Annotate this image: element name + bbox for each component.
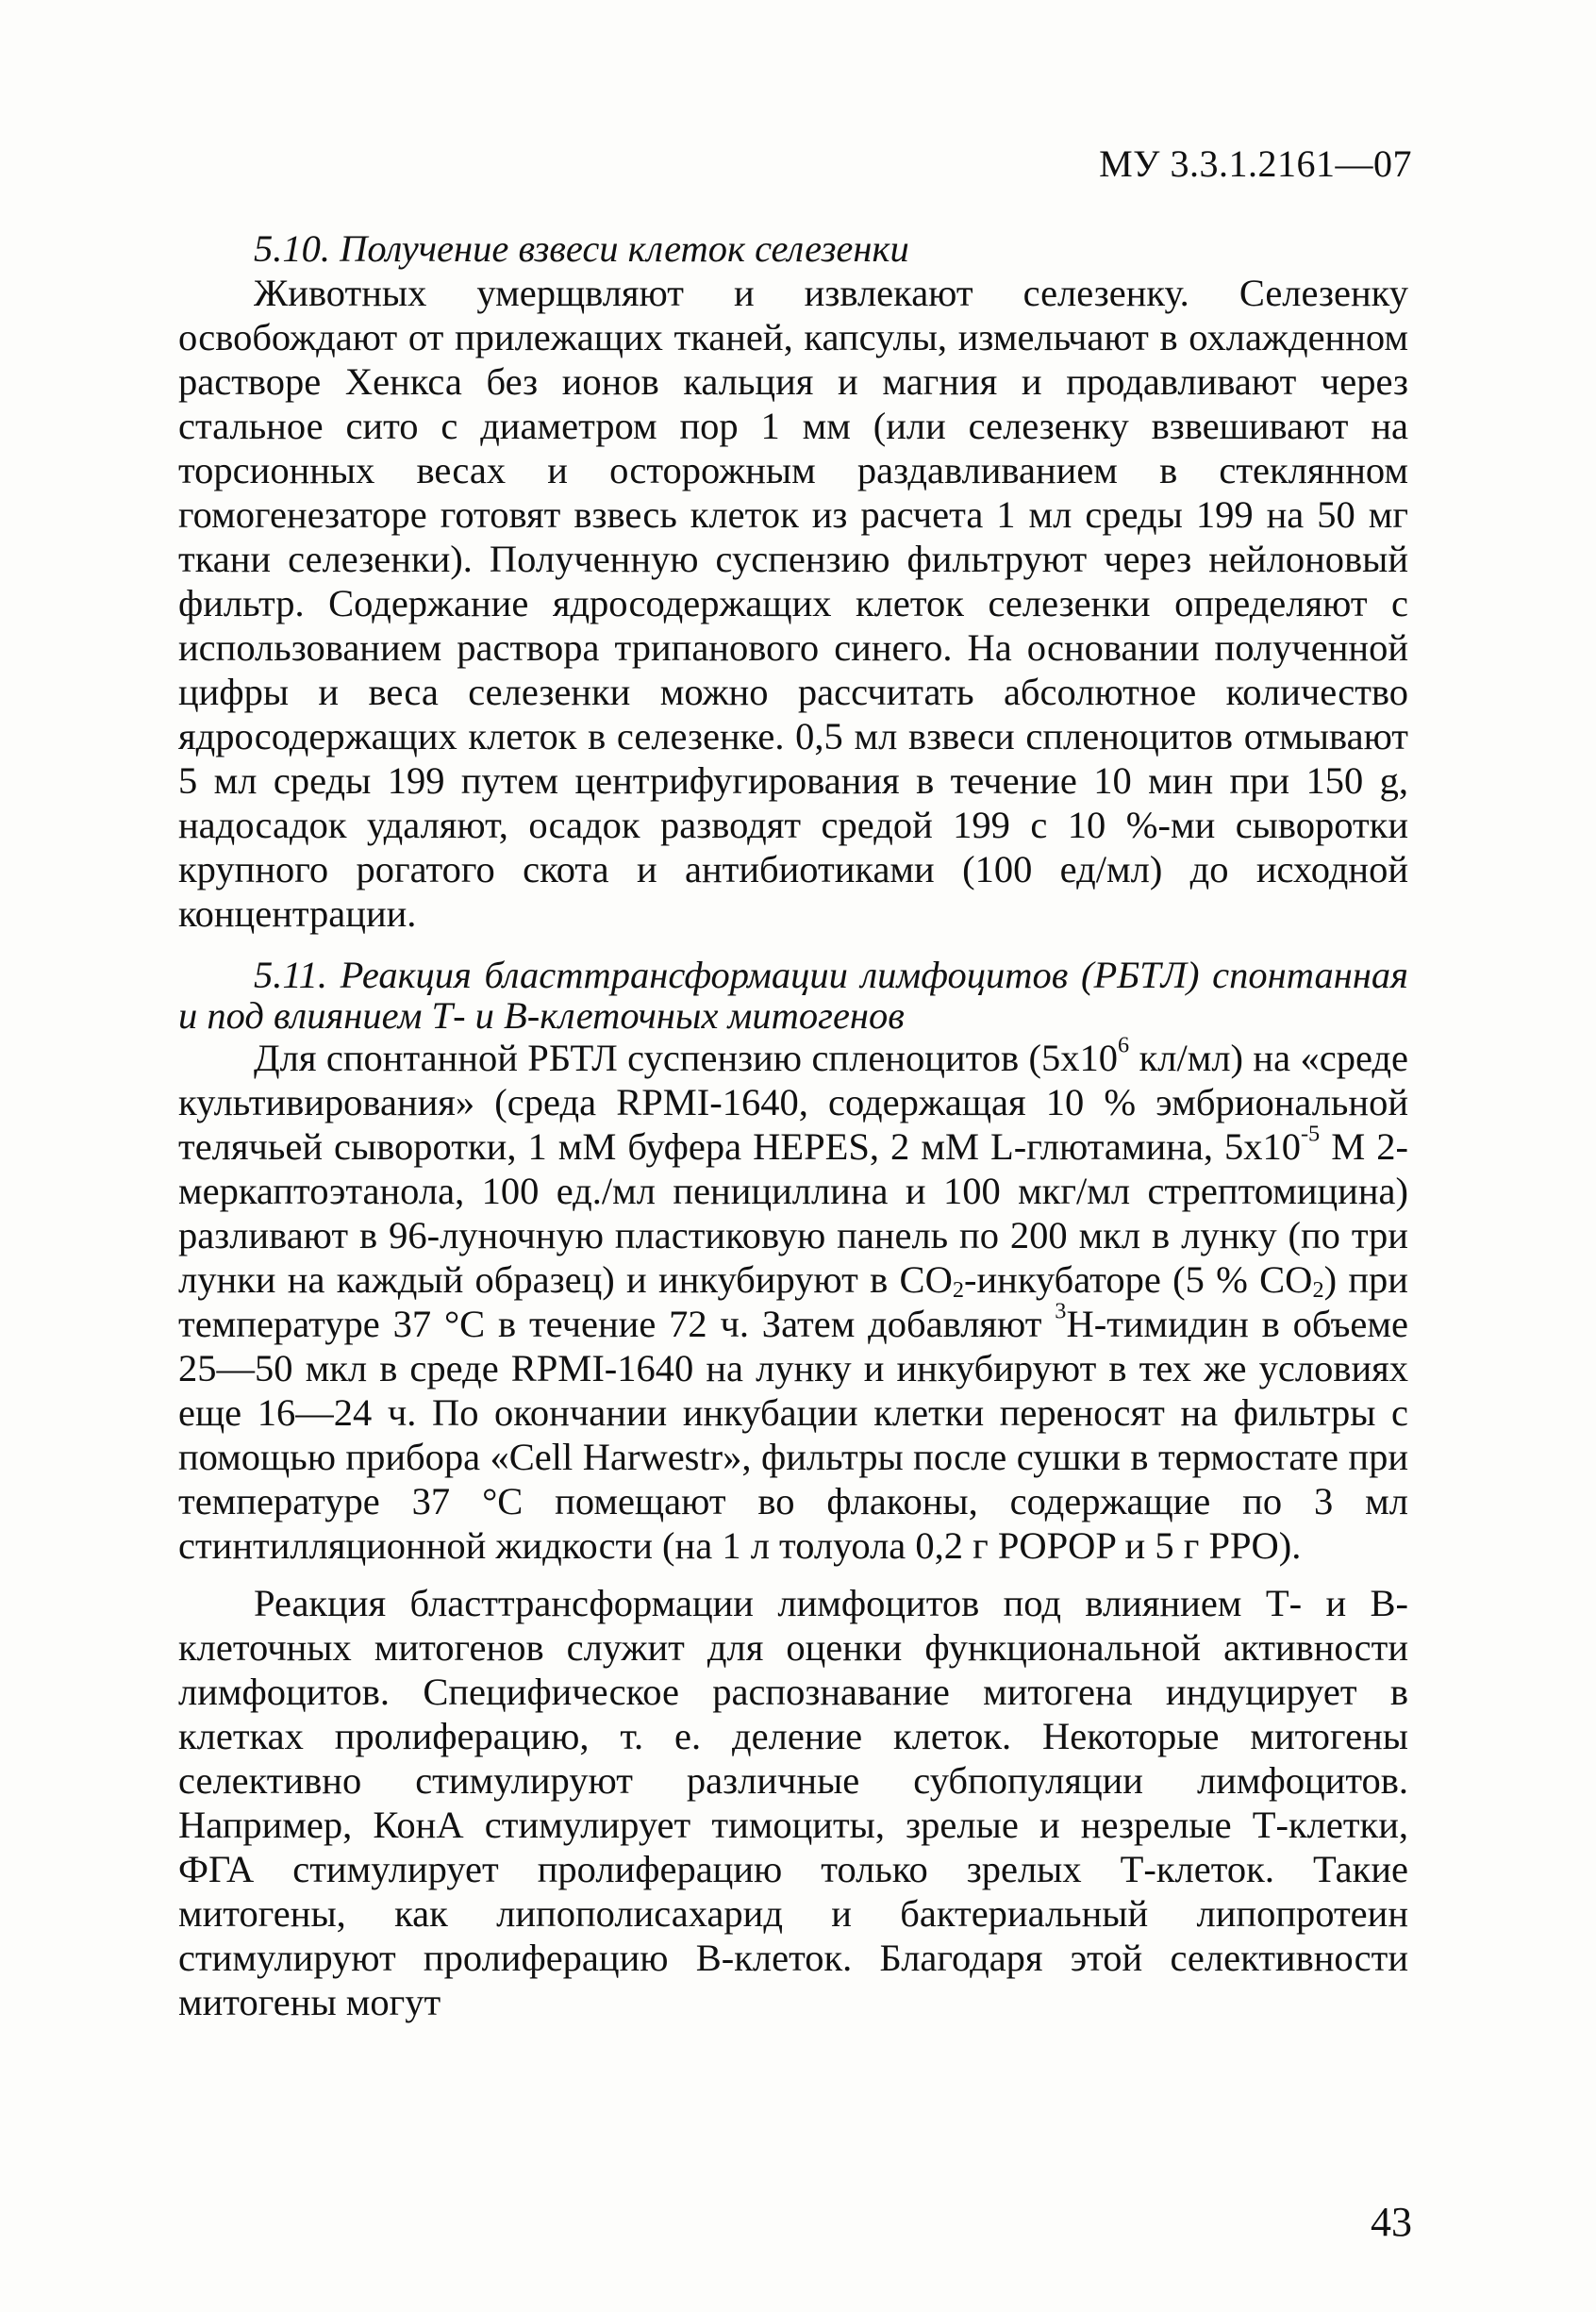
- section-5-11-paragraph-1: [178, 1032, 1408, 1568]
- subscript: 2: [952, 1276, 964, 1303]
- section-5-11-heading: 5.11. Реакция бласттрансформации лимфоцитов (РБТЛ) спонтанная и под влиянием Т- и В-клеточных митогенов: [178, 954, 1408, 1037]
- text-run: Для спонтанной РБТЛ суспензию спленоцитов (5х10: [254, 1037, 1118, 1079]
- superscript: 3: [1055, 1298, 1067, 1324]
- text-run: -инкубаторе (5 % СО: [963, 1258, 1313, 1301]
- section-5-10-paragraph: Животных умерщвляют и извлекают селезенку. Селезенку освобождают от прилежащих тканей, капсулы, измельчают в охлажденном растворе Хенкса без ионов кальция и магния и продавливают через стальное сито с диаметром пор 1 мм (или селезенку взвешивают на торсионных весах и осторожным раздавливанием в стеклянном гомогенезаторе готовят взвесь клеток из расчета 1 мл среды 199 на 50 мг ткани селезенки). Полученную суспензию фильтруют через нейлоновый фильтр. Содержание ядросодержащих клеток селезенки определяют с использованием раствора трипанового синего. На основании полученной цифры и веса селезенки можно рассчитать абсолютное количество ядросодержащих клеток в селезенке. 0,5 мл взвеси спленоцитов отмывают 5 мл среды 199 путем центрифугирования в течение 10 мин при 150 g, надосадок удаляют, осадок разводят средой 199 с 10 %-ми сыворотки крупного рогатого скота и антибиотиками (100 ед/мл) до исходной концентрации.: [178, 272, 1408, 935]
- superscript: 6: [1118, 1032, 1130, 1058]
- document-code-header: МУ 3.3.1.2161—07: [1099, 142, 1412, 185]
- section-5-11-paragraph-2: Реакция бласттрансформации лимфоцитов под влиянием Т- и В-клеточных митогенов служит для оценки функциональной активности лимфоцитов. Специфическое распознавание митогена индуцирует в клетках пролиферацию, т. е. деление клеток. Некоторые митогены селективно стимулируют различные субпопуляции лимфоцитов. Например, КонА стимулирует тимоциты, зрелые и незрелые Т-клетки, ФГА стимулирует пролиферацию только зрелых Т-клеток. Такие митогены, как липополисахарид и бактериальный липопротеин стимулируют пролиферацию В-клеток. Благодаря этой селективности митогены могут: [178, 1582, 1408, 2023]
- page-content: [178, 226, 1408, 2024]
- superscript: -5: [1300, 1121, 1321, 1147]
- text-run: кл/мл) на «среде культивирования» (среда RPMI-1640, содержащая 10 % эмбриональной телячьей сыворотки, 1 мМ буфера HEPES, 2 мМ L-глютамина, 5х10: [178, 1037, 1408, 1168]
- section-5-10-heading: 5.10. Получение взвеси клеток селезенки: [254, 227, 909, 270]
- subscript: 2: [1312, 1276, 1324, 1303]
- text-run: Н-тимидин в объеме 25—50 мкл в среде RPMI-1640 на лунку и инкубируют в тех же условиях еще 16—24 ч. По окончании инкубации клетки переносят на фильтры с помощью прибора «Cell Harwestr», фильтры после сушки в термостате при температуре 37 °С помещают во флаконы, содержащие по 3 мл стинтилляционной жидкости (на 1 л толуола 0,2 г POPOP и 5 г PPO).: [178, 1303, 1408, 1567]
- text-run: ) при температуре 37 °С в течение 72 ч. Затем добавляют: [178, 1258, 1408, 1345]
- text-run: М 2-меркаптоэтанола, 100 ед./мл пенициллина и 100 мкг/мл стрептомицина) разливают в 96-луночную пластиковую панель по 200 мкл в лунку (по три лунки на каждый образец) и инкубируют в СО: [178, 1125, 1408, 1301]
- page-number: 43: [1371, 2199, 1412, 2245]
